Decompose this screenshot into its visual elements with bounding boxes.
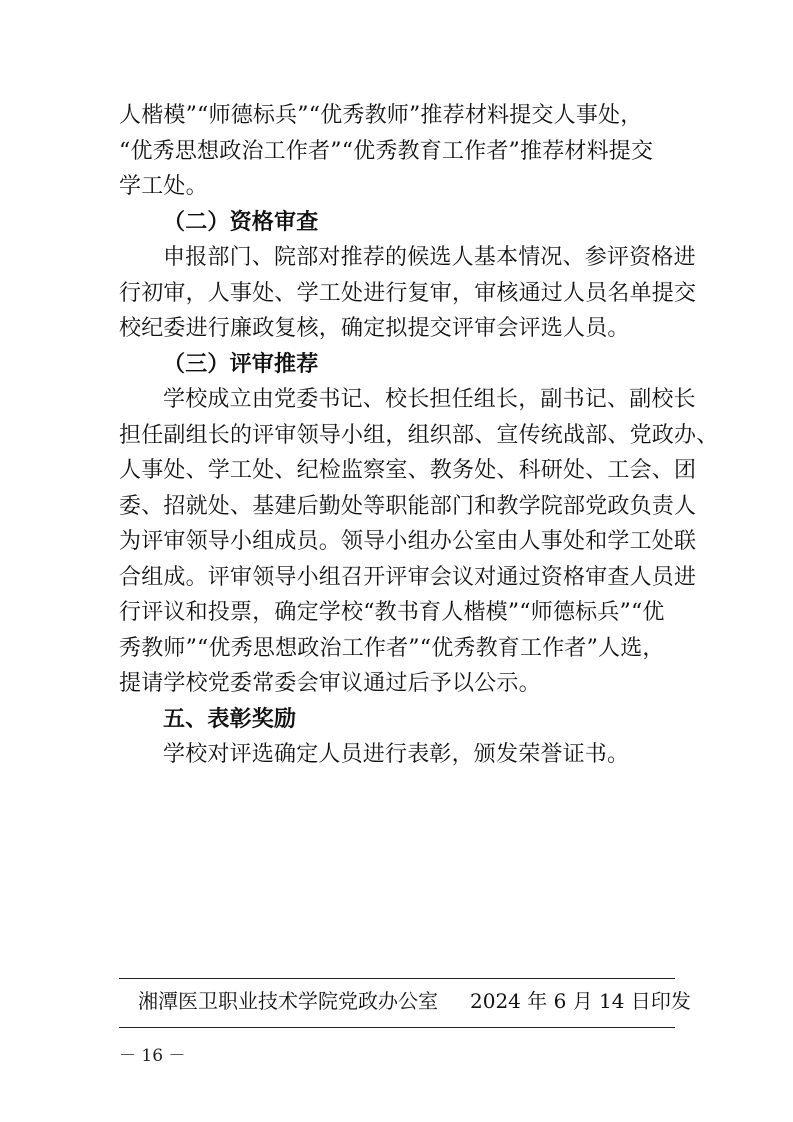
body-line: 行初审，人事处、学工处进行复审，审核通过人员名单提交 (119, 280, 697, 306)
body-line: “优秀思想政治工作者”“优秀教育工作者”推荐材料提交 (119, 138, 654, 164)
footer-issue-date: 2024 年 6 月 14 日印发 (470, 989, 691, 1013)
document-body (119, 98, 719, 773)
body-line: 人楷模”“师德标兵”“优秀教师”推荐材料提交人事处， (119, 103, 643, 128)
footer-divider-bottom (119, 1027, 675, 1028)
page-number: － 16 － (119, 1046, 186, 1066)
section-heading-qualification-review: （二）资格审查 (163, 209, 319, 235)
footer-issuer: 湘潭医卫职业技术学院党政办公室 (138, 989, 438, 1013)
body-line: 合组成。评审领导小组召开评审会议对通过资格审查人员进 (119, 564, 697, 590)
body-line: 秀教师”“优秀思想政治工作者”“优秀教育工作者”人选， (119, 635, 665, 661)
body-line: 校纪委进行廉政复核，确定拟提交评审会评选人员。 (119, 316, 630, 341)
body-line: 学校成立由党委书记、校长担任组长，副书记、副校长 (163, 387, 696, 412)
body-line: 行评议和投票，确定学校“教书育人楷模”“师德标兵”“优 (119, 600, 665, 625)
section-heading-awards: 五、表彰奖励 (163, 706, 297, 732)
body-line: 学校对评选确定人员进行表彰，颁发荣誉证书。 (163, 742, 630, 767)
body-line: 申报部门、院部对推荐的候选人基本情况、参评资格进 (163, 245, 696, 270)
body-line: 委、招就处、基建后勤处等职能部门和教学院部党政负责人 (119, 493, 697, 519)
body-line: 学工处。 (119, 174, 208, 199)
body-line: 担任副组长的评审领导小组，组织部、宣传统战部、党政办、 (119, 422, 719, 448)
footer-divider-top (119, 978, 675, 979)
section-heading-review-recommendation: （三）评审推荐 (163, 351, 319, 377)
body-line: 人事处、学工处、纪检监察室、教务处、科研处、工会、团 (119, 458, 697, 483)
body-line: 为评审领导小组成员。领导小组办公室由人事处和学工处联 (119, 529, 697, 554)
body-line: 提请学校党委常委会审议通过后予以公示。 (119, 671, 541, 696)
